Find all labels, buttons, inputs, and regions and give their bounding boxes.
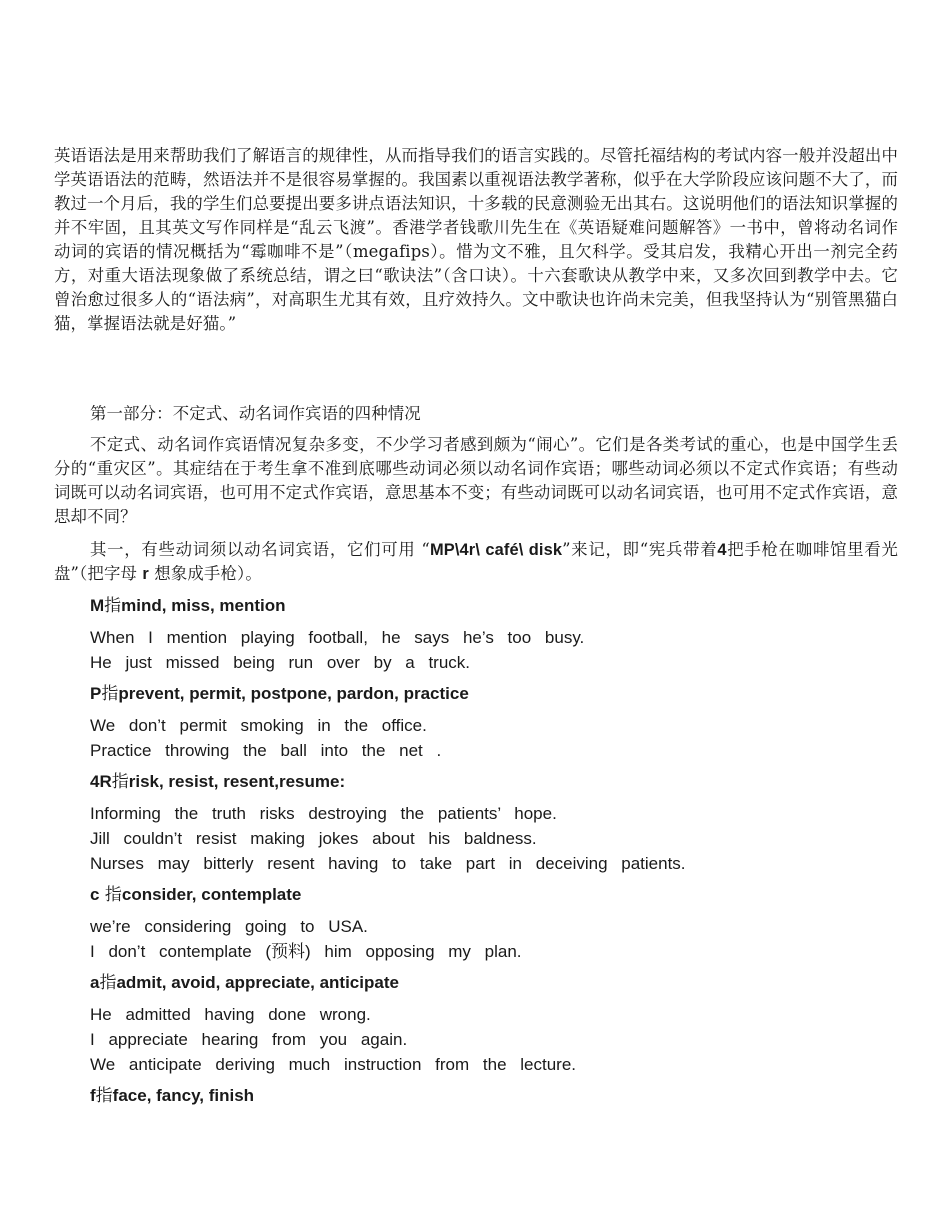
group-zhi: 指 xyxy=(101,684,119,704)
para3-text-4: 想象成手枪）。 xyxy=(148,564,262,583)
body-paragraph-1: 不定式、动名词作宾语情况复杂多变，不少学习者感到颇为“闹心”。它们是各类考试的重心，也是中国学生丢分的“重灾区”。其症结在于考生拿不准到底哪些动词必须以动名词作宾语；哪些动词必须以不定式作宾语；有些动词既可以动名词宾语，也可用不定式作宾语，意思基本不变；有些动词既可以动名词宾语，也可用不定式作宾语，意思却不同？ xyxy=(54,435,898,526)
example-sentence: I appreciate hearing from you again. xyxy=(90,1030,408,1049)
example-sentence: We anticipate deriving much instruction from the lecture. xyxy=(90,1055,576,1074)
mnemonic-phrase: MP\4r\ café\ disk xyxy=(429,541,563,559)
example-sentence: Informing the truth risks destroying the patients’ hope. xyxy=(90,804,557,823)
example-sentence: He just missed being run over by a truck. xyxy=(90,653,471,672)
group-heading-c xyxy=(90,884,301,906)
group-zhi: 指 xyxy=(99,973,117,993)
example-sentence: we’re considering going to USA. xyxy=(90,917,368,936)
group-heading-m xyxy=(90,595,286,617)
example-sentence: I don’t contemplate (预料) him opposing my plan. xyxy=(90,942,522,961)
group-verbs: mind, miss, mention xyxy=(121,596,286,615)
example-sentence: We don’t permit smoking in the office. xyxy=(90,716,427,735)
example-sentence: When I mention playing football, he says he’s too busy. xyxy=(90,628,585,647)
group-letter: f xyxy=(90,1086,96,1105)
group-verbs: admit, avoid, appreciate, anticipate xyxy=(116,973,399,992)
group-zhi: 指 xyxy=(95,1086,113,1106)
group-letter: 4R xyxy=(90,772,112,791)
example-sentence: Practice throwing the ball into the net . xyxy=(90,741,442,760)
example-sentence: He admitted having done wrong. xyxy=(90,1005,371,1024)
body-paragraph-2 xyxy=(54,538,898,586)
intro-paragraph: 英语语法是用来帮助我们了解语言的规律性，从而指导我们的语言实践的。尽管托福结构的考试内容一般并没超出中学英语语法的范畴，然语法并不是很容易掌握的。我国素以重视语法教学著称，似乎在大学阶段应该问题不大了，而教过一个月后，我的学生们总要提出要多讲点语法知识，十多载的民意测验无出其右。这说明他们的语法知识掌握的并不牢固，且其英文写作同样是“乱云飞渡”。香港学者钱歌川先生在《英语疑难问题解答》一书中，曾将动名词作动词的宾语的情况概括为“霉咖啡不是”（megafips）。惜为文不雅，且欠科学。受其启发，我精心开出一剂完全药方，对重大语法现象做了系统总结，谓之曰“歌诀法”（含口诀）。十六套歌诀从教学中来，又多次回到教学中去。它曾治愈过很多人的“语法病”，对高职生尤其有效，且疗效持久。文中歌诀也许尚未完美，但我坚持认为“别管黑猫白猫，掌握语法就是好猫。” xyxy=(54,146,898,333)
group-letter: c xyxy=(90,885,100,904)
group-heading-p xyxy=(90,683,469,705)
group-zhi: 指 xyxy=(111,772,129,792)
example-sentence: Nurses may bitterly resent having to take part in deceiving patients. xyxy=(90,854,686,873)
group-verbs: consider, contemplate xyxy=(121,885,302,904)
para3-text-3: 把手枪在咖啡馆里看光盘”（把字母 xyxy=(54,540,898,583)
mnemonic-letter: r xyxy=(142,565,149,583)
group-letter: M xyxy=(90,596,105,615)
group-verbs: face, fancy, finish xyxy=(112,1086,255,1105)
para3-text-1: 其一，有些动词须以动名词宾语，它们可用 “ xyxy=(90,540,430,559)
group-verbs: risk, resist, resent,resume: xyxy=(128,772,346,791)
group-zhi: 指 xyxy=(99,885,122,905)
example-sentence: Jill couldn’t resist making jokes about his baldness. xyxy=(90,829,537,848)
group-heading-4r xyxy=(90,771,345,793)
group-heading-a xyxy=(90,972,399,994)
mnemonic-number: 4 xyxy=(717,541,727,559)
group-zhi: 指 xyxy=(104,596,122,616)
group-letter: P xyxy=(90,684,102,703)
group-letter: a xyxy=(90,973,100,992)
group-verbs: prevent, permit, postpone, pardon, practice xyxy=(118,684,469,703)
group-heading-f xyxy=(90,1085,254,1107)
section-title: 第一部分：不定式、动名词作宾语的四种情况 xyxy=(90,404,421,423)
para3-text-2: ”来记，即“宪兵带着 xyxy=(562,540,718,559)
